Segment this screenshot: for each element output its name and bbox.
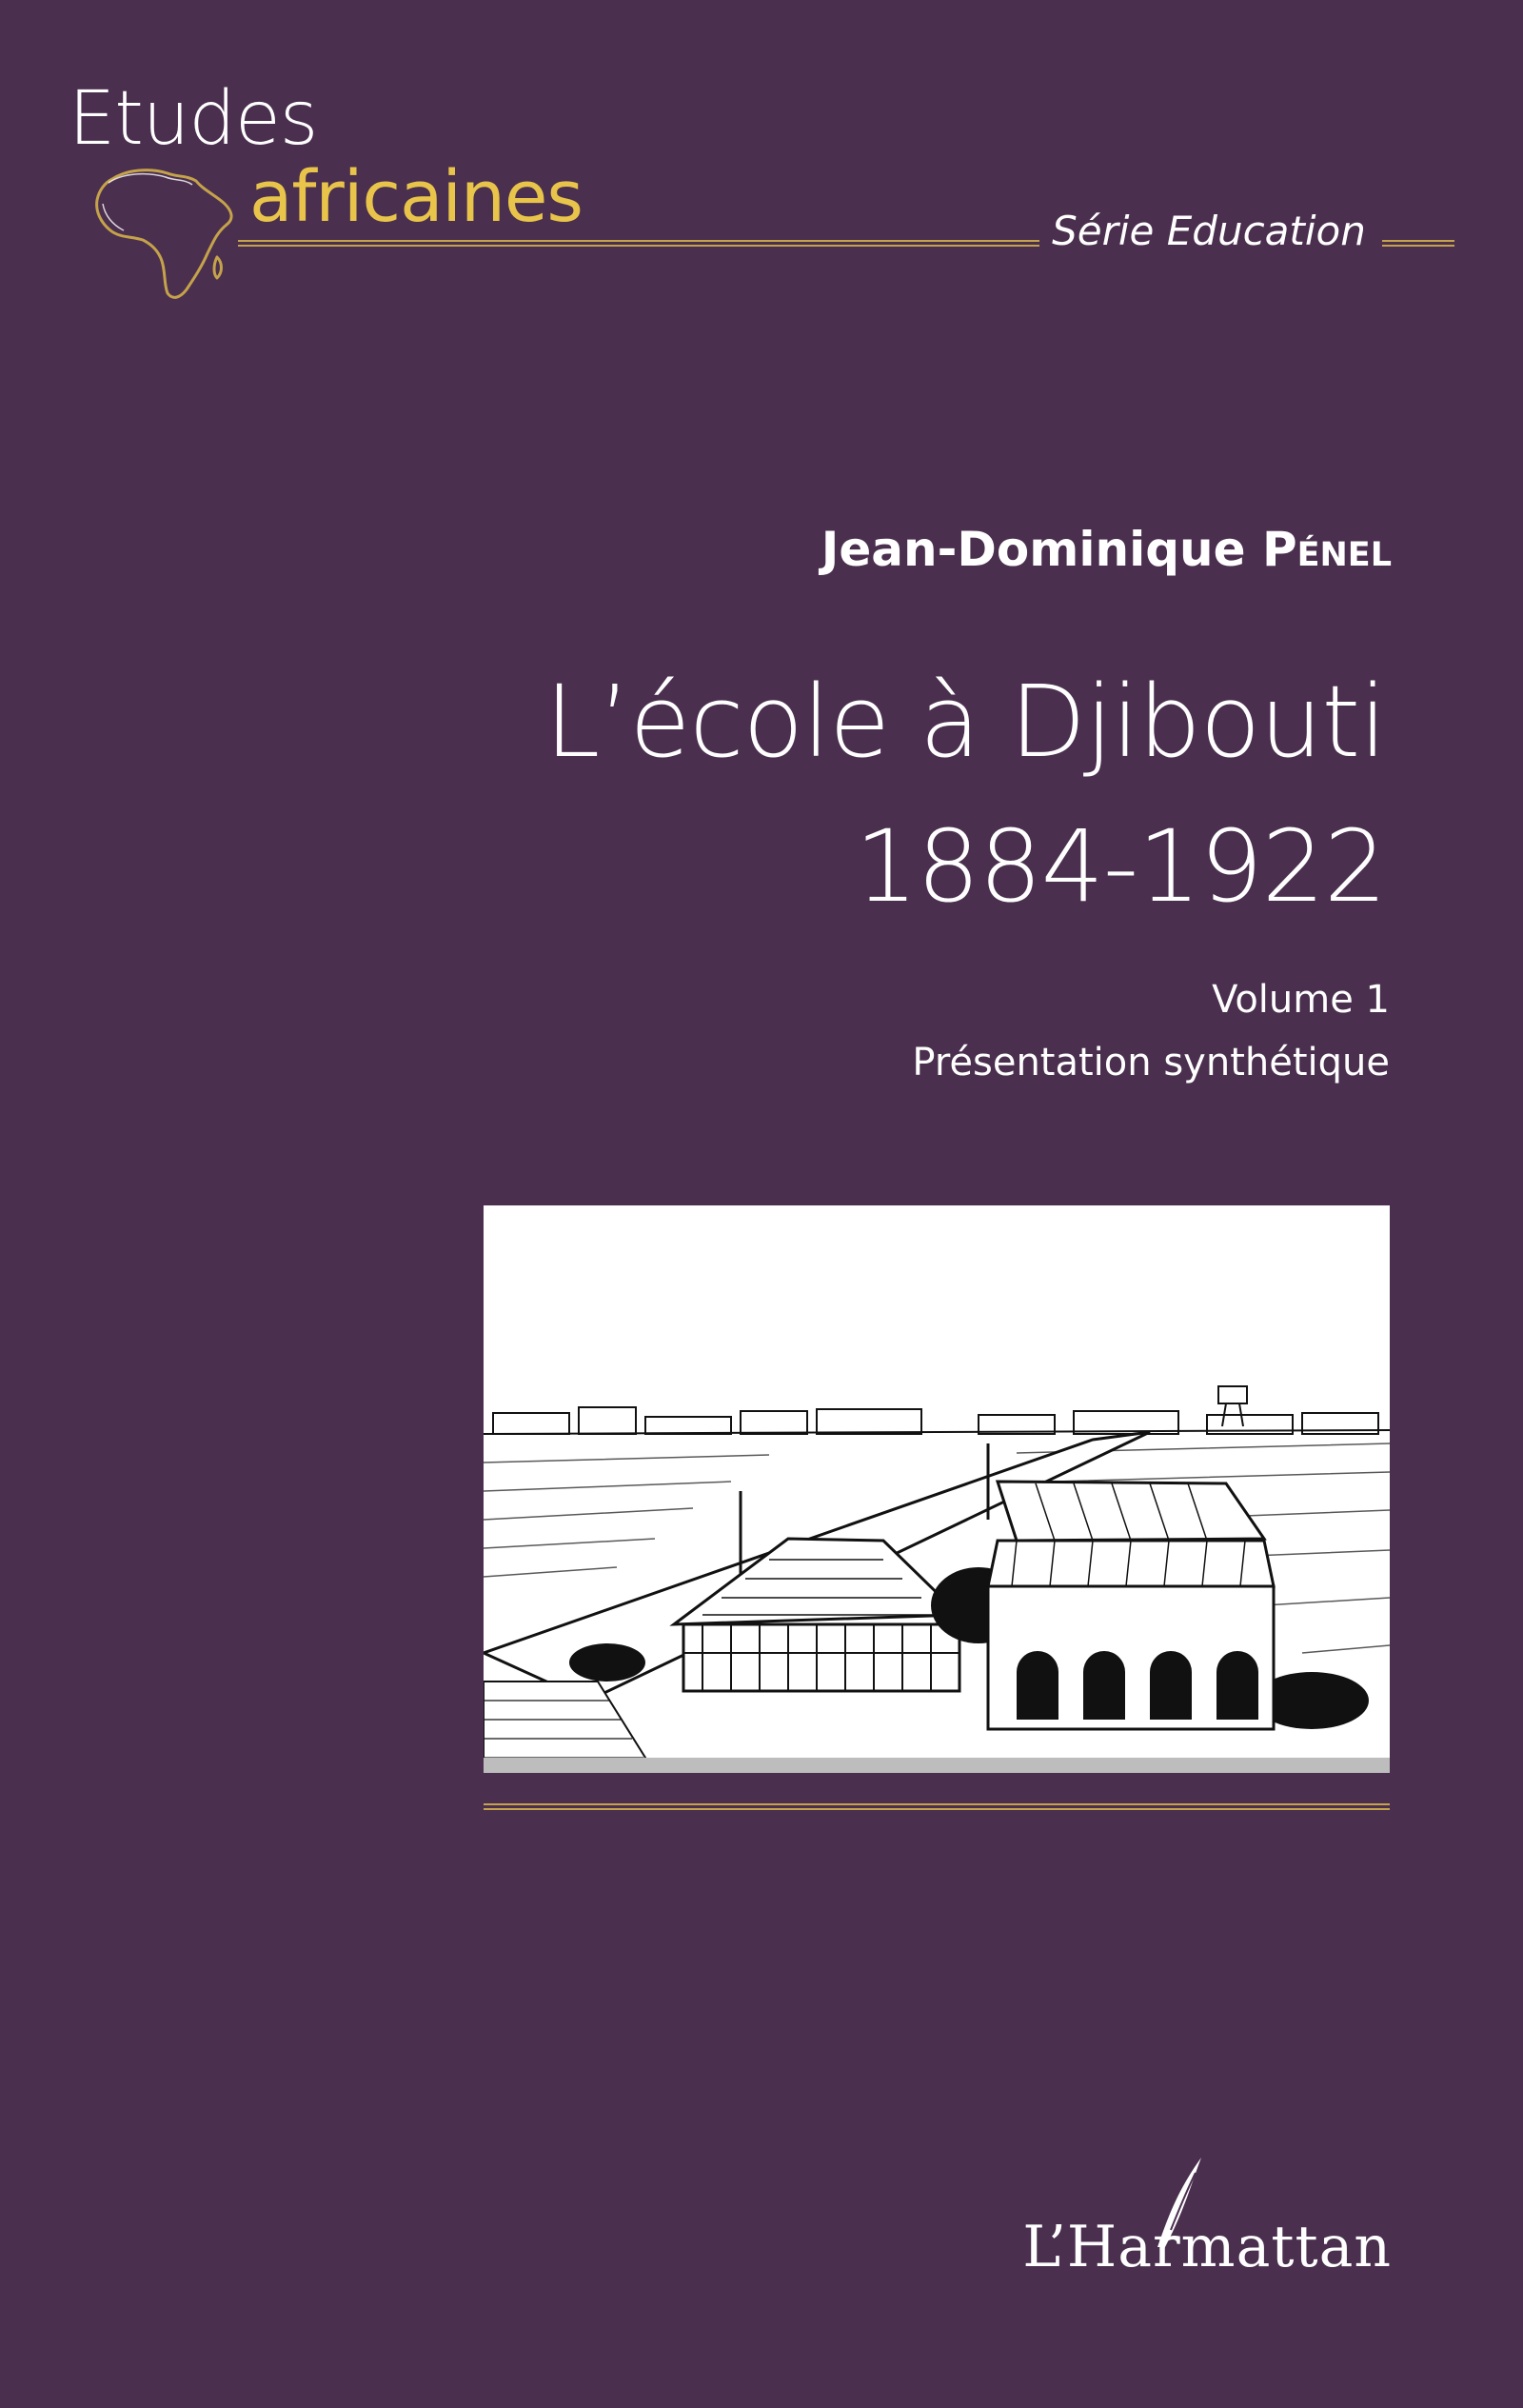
author-first-name: Jean-Dominique	[821, 522, 1246, 577]
africa-map-icon	[74, 162, 246, 305]
cover-illustration	[484, 1205, 1390, 1773]
book-title: L’école à Djibouti	[544, 664, 1386, 780]
collection-label: Série Education	[1052, 208, 1366, 254]
book-subtitle: Présentation synthétique	[912, 1041, 1390, 1085]
publisher-name: L’Harmattan	[1022, 2214, 1392, 2280]
author-last-name: Pénel	[1261, 522, 1392, 577]
book-dates: 1884-1922	[855, 808, 1386, 925]
illustration-divider	[484, 1803, 1390, 1810]
series-title-etudes: Etudes	[69, 76, 318, 162]
volume-label: Volume 1	[1212, 978, 1390, 1022]
series-title-africaines: africaines	[249, 156, 583, 238]
author-name	[821, 522, 1392, 577]
series-divider-left	[238, 240, 1039, 247]
cover-illustration-sketch	[484, 1205, 1390, 1773]
series-divider-right	[1382, 240, 1454, 247]
